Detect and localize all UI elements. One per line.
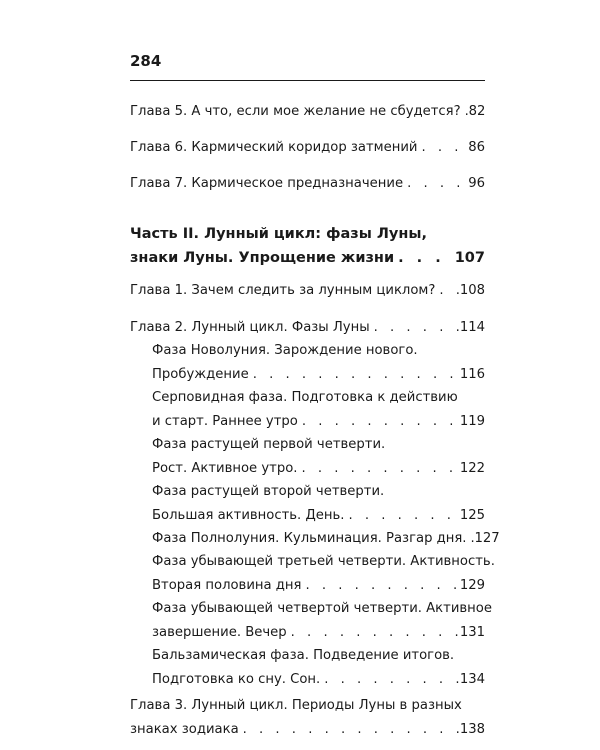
toc-entry-page: 82 bbox=[468, 104, 486, 119]
toc-entry-title-line1: Фаза растущей второй четверти. bbox=[152, 484, 385, 499]
toc-subentry-new-moon[interactable] bbox=[152, 339, 485, 387]
toc-entry-title-line2: знаках зодиака bbox=[130, 722, 239, 737]
toc-entry-title-line1: Часть II. Лунный цикл: фазы Луны, bbox=[130, 226, 428, 242]
toc-entry-part-2[interactable] bbox=[130, 222, 485, 270]
header-rule bbox=[130, 80, 485, 81]
toc-subentry-balsamic[interactable] bbox=[152, 644, 485, 692]
toc-entry-part2-chapter-3[interactable] bbox=[130, 694, 485, 742]
toc-entry-page: 119 bbox=[459, 414, 485, 429]
leader-dots bbox=[435, 279, 459, 303]
toc-entry-title-line1: Фаза убывающей четвертой четверти. Активное bbox=[152, 601, 492, 616]
toc-entry-chapter-5[interactable] bbox=[130, 100, 485, 124]
toc-entry-chapter-6[interactable] bbox=[130, 136, 485, 160]
toc-entry-page: 114 bbox=[459, 320, 485, 335]
toc-entry-title-line1: Фаза Новолуния. Зарождение нового. bbox=[152, 343, 418, 358]
toc-entry-page: 125 bbox=[459, 508, 485, 523]
page-number: 284 bbox=[130, 52, 162, 70]
leader-dots bbox=[370, 316, 460, 340]
toc-entry-title: Глава 2. Лунный цикл. Фазы Луны bbox=[130, 320, 370, 335]
toc-entry-page: 134 bbox=[459, 672, 485, 687]
toc-entry-part2-chapter-1[interactable] bbox=[130, 279, 485, 303]
toc-entry-title-line2: завершение. Вечер bbox=[152, 625, 287, 640]
leader-dots bbox=[394, 246, 455, 270]
toc-subentry-first-quarter[interactable] bbox=[152, 433, 485, 481]
toc-entry-title: Глава 1. Зачем следить за лунным циклом? bbox=[130, 283, 436, 298]
toc-entry-page: 116 bbox=[459, 367, 485, 382]
toc-entry-title-line2: знаки Луны. Упрощение жизни bbox=[130, 250, 395, 266]
leader-dots bbox=[239, 718, 460, 742]
toc-entry-page: 122 bbox=[459, 461, 485, 476]
toc-entry-title-line1: Серповидная фаза. Подготовка к действию bbox=[152, 390, 458, 405]
leader-dots bbox=[287, 621, 460, 645]
leader-dots bbox=[301, 574, 459, 598]
leader-dots bbox=[467, 527, 475, 551]
toc-entry-title: Глава 5. А что, если мое желание не сбудется? bbox=[130, 104, 461, 119]
leader-dots bbox=[297, 457, 459, 481]
leader-dots bbox=[249, 363, 460, 387]
toc-entry-title-line1: Фаза растущей первой четверти. bbox=[152, 437, 386, 452]
toc-entry-page: 127 bbox=[474, 531, 500, 546]
toc-subentry-third-quarter[interactable] bbox=[152, 550, 495, 598]
toc-subentry-fourth-quarter[interactable] bbox=[152, 597, 492, 645]
toc-entry-page: 131 bbox=[459, 625, 485, 640]
toc-entry-title: Глава 6. Кармический коридор затмений bbox=[130, 140, 418, 155]
toc-entry-title-line1: Бальзамическая фаза. Подведение итогов. bbox=[152, 648, 455, 663]
toc-entry-title-line2: Пробуждение bbox=[152, 367, 249, 382]
toc-subentry-second-quarter[interactable] bbox=[152, 480, 485, 528]
toc-entry-title-line2: Рост. Активное утро. bbox=[152, 461, 298, 476]
toc-subentry-full-moon[interactable] bbox=[152, 527, 500, 551]
toc-entry-title-line2: и старт. Раннее утро bbox=[152, 414, 298, 429]
leader-dots bbox=[320, 668, 460, 692]
toc-entry-page: 138 bbox=[459, 722, 485, 737]
toc-entry-page: 96 bbox=[468, 176, 485, 191]
toc-entry-title-line1: Глава 3. Лунный цикл. Периоды Луны в разных bbox=[130, 698, 462, 713]
toc-entry-page: 107 bbox=[454, 250, 485, 266]
toc-subentry-crescent[interactable] bbox=[152, 386, 485, 434]
toc-entry-chapter-7[interactable] bbox=[130, 172, 485, 196]
toc-entry-title-line2: Вторая половина дня bbox=[152, 578, 302, 593]
toc-entry-title-line1: Фаза убывающей третьей четверти. Активность. bbox=[152, 554, 495, 569]
toc-entry-title: Фаза Полнолуния. Кульминация. Разгар дня. bbox=[152, 531, 467, 546]
toc-entry-title: Глава 7. Кармическое предназначение bbox=[130, 176, 404, 191]
toc-entry-page: 129 bbox=[459, 578, 485, 593]
toc-entry-page: 108 bbox=[459, 283, 485, 298]
leader-dots bbox=[418, 136, 469, 160]
leader-dots bbox=[461, 100, 469, 124]
toc-entry-page: 86 bbox=[468, 140, 485, 155]
leader-dots bbox=[344, 504, 459, 528]
leader-dots bbox=[403, 172, 468, 196]
toc-entry-title-line2: Подготовка ко сну. Сон. bbox=[152, 672, 321, 687]
toc-entry-part2-chapter-2[interactable] bbox=[130, 316, 485, 340]
leader-dots bbox=[298, 410, 460, 434]
toc-entry-title-line2: Большая активность. День. bbox=[152, 508, 345, 523]
